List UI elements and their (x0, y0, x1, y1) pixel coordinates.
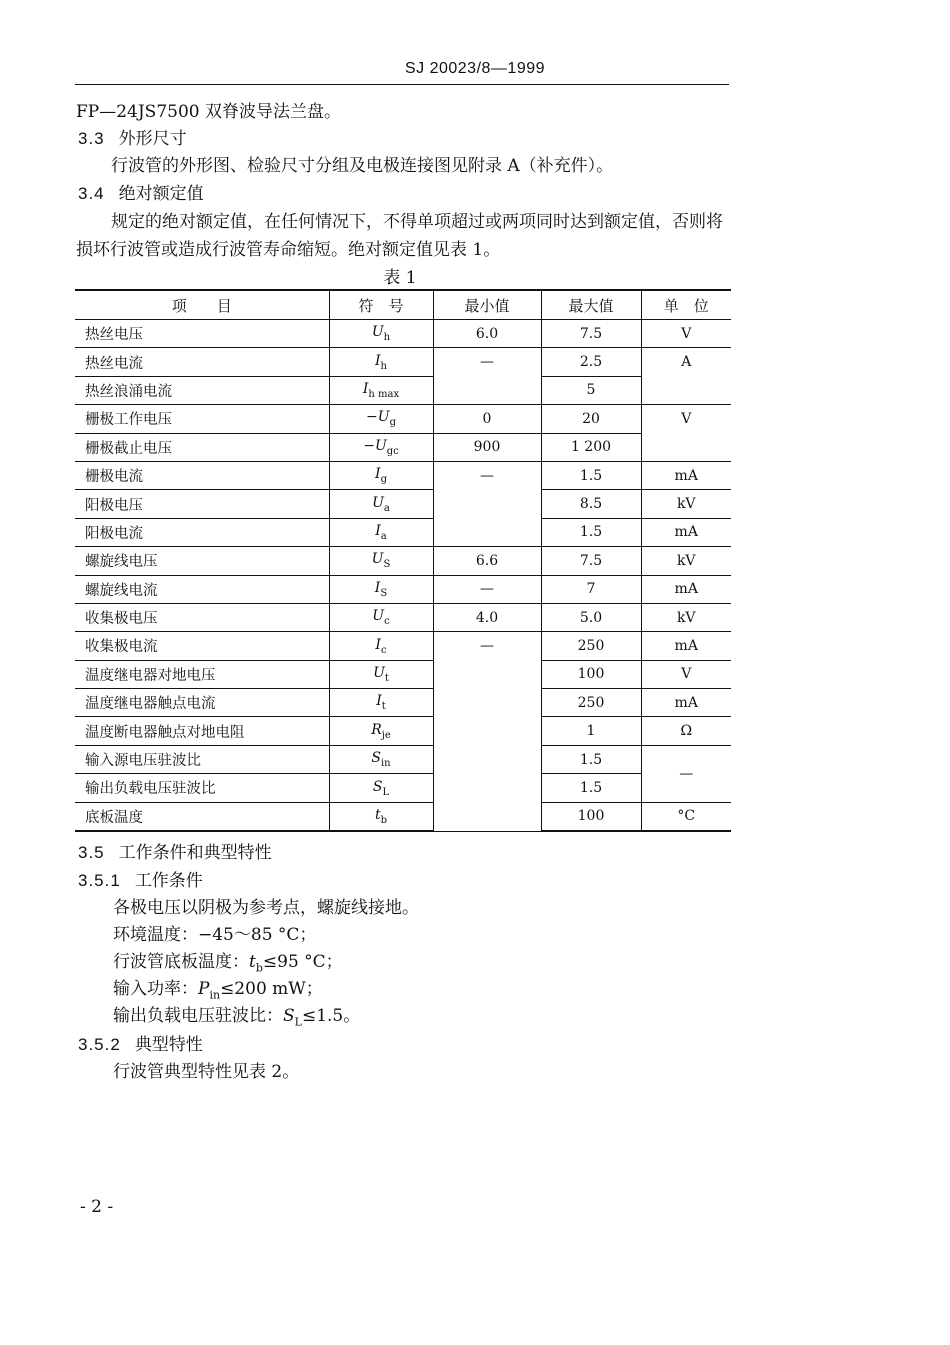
max-cell: 8.5 (541, 490, 641, 518)
symbol-cell (329, 575, 433, 603)
symbol-letter: I (375, 523, 381, 540)
max-cell: 250 (541, 632, 641, 660)
condition-value: ≤1.5。 (301, 1006, 361, 1026)
symbol-letter: U (372, 494, 384, 511)
max-cell: 1 200 (541, 433, 641, 461)
symbol-cell (329, 603, 433, 631)
max-cell: 100 (541, 802, 641, 831)
symbol-subscript: t (384, 672, 389, 684)
symbol-cell (329, 660, 433, 688)
symbol-subscript: S (380, 587, 388, 599)
condition-value: ≤200 mW； (220, 979, 323, 999)
max-cell: 7.5 (541, 320, 641, 348)
table-row (75, 376, 731, 404)
min-cell: 900 (433, 433, 541, 461)
unit-cell: kV (641, 490, 731, 518)
max-cell: 1 (541, 717, 641, 745)
symbol-subscript: gc (386, 445, 399, 457)
symbol-cell (329, 689, 433, 717)
table-row (75, 802, 731, 831)
symbol-subscript: S (383, 559, 391, 571)
symbol-letter: U (373, 664, 385, 681)
section-title: 外形尺寸 (118, 129, 187, 149)
symbol-cell (329, 433, 433, 461)
symbol-cell (329, 405, 433, 433)
section-number: 3.4 (78, 184, 105, 203)
page-number: - 2 - (80, 1197, 114, 1217)
max-cell: 20 (541, 405, 641, 433)
table-row (75, 490, 731, 518)
section-3-3-body: 行波管的外形图、检验尺寸分组及电极连接图见附录 A（补充件）。 (111, 156, 614, 176)
symbol-letter: U (371, 551, 384, 568)
max-cell: 1.5 (541, 461, 641, 489)
max-cell: 100 (541, 660, 641, 688)
symbol-sign: − (366, 409, 378, 426)
symbol-subscript: g (389, 417, 396, 429)
condition-label: 输出负载电压驻波比： (113, 1006, 283, 1026)
condition-subscript: in (209, 988, 221, 1002)
symbol-subscript: h (383, 332, 391, 344)
column-header-unit: 单 位 (641, 290, 731, 320)
section-title: 工作条件 (134, 871, 203, 891)
section-3-5-heading (78, 838, 272, 863)
table-row (75, 518, 731, 546)
unit-cell: mA (641, 689, 731, 717)
symbol-subscript: a (380, 530, 387, 542)
symbol-letter: t (374, 806, 381, 823)
table-row (75, 745, 731, 773)
condition-line-4 (113, 974, 323, 1001)
symbol-letter: U (374, 437, 387, 454)
table-row (75, 575, 731, 603)
symbol-letter: I (375, 352, 381, 369)
table-row (75, 603, 731, 631)
item-cell: 栅极工作电压 (75, 405, 329, 433)
symbol-cell (329, 802, 433, 831)
section-title: 工作条件和典型特性 (118, 843, 272, 863)
min-cell: — (433, 461, 541, 546)
symbol-cell (329, 518, 433, 546)
section-3-3-heading (78, 124, 187, 149)
item-cell: 热丝电压 (75, 320, 329, 348)
max-cell: 1.5 (541, 745, 641, 773)
section-number: 3.3 (78, 129, 105, 148)
table-row (75, 405, 731, 433)
section-number: 3.5 (78, 843, 105, 862)
column-header-max: 最大值 (541, 290, 641, 320)
symbol-letter: I (375, 636, 381, 653)
max-cell: 2.5 (541, 348, 641, 376)
intro-line: FP—24JS7500 双脊波导法兰盘。 (76, 102, 341, 122)
item-cell: 栅极截止电压 (75, 433, 329, 461)
symbol-subscript: c (380, 644, 387, 656)
min-cell: — (433, 348, 541, 405)
symbol-cell (329, 376, 433, 404)
item-cell: 螺旋线电压 (75, 547, 329, 575)
symbol-subscript: g (380, 474, 387, 486)
unit-cell: V (641, 660, 731, 688)
symbol-cell (329, 348, 433, 376)
unit-cell: °C (641, 802, 731, 831)
section-title: 绝对额定值 (118, 184, 204, 204)
symbol-subscript: a (383, 502, 390, 514)
max-cell: 1.5 (541, 774, 641, 802)
unit-cell: — (641, 745, 731, 802)
unit-cell: kV (641, 547, 731, 575)
min-cell: — (433, 632, 541, 831)
unit-cell: kV (641, 603, 731, 631)
symbol-subscript: h max (368, 388, 400, 400)
table-1-caption: 表 1 (383, 268, 417, 288)
condition-line-3 (113, 947, 343, 974)
condition-subscript: b (255, 961, 263, 975)
condition-symbol: t (249, 952, 256, 972)
condition-line-2: 环境温度：−45～85 °C； (113, 925, 317, 945)
table-row (75, 632, 731, 660)
item-cell: 输出负载电压驻波比 (75, 774, 329, 802)
column-header-symbol: 符 号 (329, 290, 433, 320)
symbol-cell (329, 547, 433, 575)
symbol-letter: S (372, 778, 383, 795)
max-cell: 7 (541, 575, 641, 603)
symbol-cell (329, 745, 433, 773)
section-number: 3.5.1 (78, 871, 121, 890)
absolute-ratings-table (75, 289, 731, 832)
symbol-cell (329, 717, 433, 745)
symbol-letter: I (374, 579, 381, 596)
max-cell: 5 (541, 376, 641, 404)
max-cell: 250 (541, 689, 641, 717)
max-cell: 5.0 (541, 603, 641, 631)
condition-label: 输入功率： (113, 979, 198, 999)
symbol-subscript: t (381, 701, 386, 713)
condition-symbol: P (198, 979, 210, 999)
unit-cell: mA (641, 575, 731, 603)
unit-cell: mA (641, 632, 731, 660)
item-cell: 温度断电器触点对地电阻 (75, 717, 329, 745)
symbol-letter: R (371, 721, 382, 738)
header-rule (75, 84, 729, 85)
symbol-subscript: je (381, 729, 391, 741)
table-row (75, 660, 731, 688)
condition-line-1: 各极电压以阴极为参考点，螺旋线接地。 (113, 898, 419, 918)
symbol-letter: S (371, 750, 381, 767)
symbol-subscript: h (380, 360, 387, 372)
item-cell: 收集极电压 (75, 603, 329, 631)
condition-symbol: S (283, 1006, 295, 1026)
item-cell: 底板温度 (75, 802, 329, 831)
column-header-min: 最小值 (433, 290, 541, 320)
symbol-letter: U (377, 409, 390, 426)
table-row (75, 461, 731, 489)
min-cell: 0 (433, 405, 541, 433)
section-3-5-2-body: 行波管典型特性见表 2。 (113, 1062, 300, 1082)
table-header-row (75, 290, 731, 320)
unit-cell: V (641, 405, 731, 462)
section-3-4-heading (78, 179, 204, 204)
item-cell: 热丝浪涌电流 (75, 376, 329, 404)
symbol-subscript: c (384, 616, 390, 627)
item-cell: 螺旋线电流 (75, 575, 329, 603)
table-row (75, 320, 731, 348)
condition-subscript: L (294, 1015, 302, 1029)
standard-code-header: SJ 20023/8—1999 (404, 60, 546, 77)
symbol-letter: I (375, 466, 381, 483)
symbol-sign: − (363, 437, 375, 454)
table-row (75, 774, 731, 802)
symbol-letter: I (376, 693, 382, 710)
symbol-cell (329, 774, 433, 802)
unit-cell: mA (641, 518, 731, 546)
symbol-cell (329, 490, 433, 518)
max-cell: 7.5 (541, 547, 641, 575)
section-title: 典型特性 (134, 1035, 203, 1055)
min-cell: 4.0 (433, 603, 541, 631)
symbol-letter: I (362, 381, 369, 398)
item-cell: 阳极电压 (75, 490, 329, 518)
section-3-5-1-heading (78, 866, 203, 891)
table-row (75, 689, 731, 717)
item-cell: 热丝电流 (75, 348, 329, 376)
symbol-cell (329, 320, 433, 348)
column-header-item: 项 目 (75, 290, 329, 320)
unit-cell: V (641, 320, 731, 348)
min-cell: — (433, 575, 541, 603)
symbol-subscript: in (380, 757, 391, 769)
condition-label: 行波管底板温度： (113, 952, 249, 972)
min-cell: 6.0 (433, 320, 541, 348)
item-cell: 阳极电流 (75, 518, 329, 546)
item-cell: 收集极电流 (75, 632, 329, 660)
item-cell: 栅极电流 (75, 461, 329, 489)
max-cell: 1.5 (541, 518, 641, 546)
unit-cell: A (641, 348, 731, 405)
table-row (75, 547, 731, 575)
min-cell: 6.6 (433, 547, 541, 575)
item-cell: 温度继电器对地电压 (75, 660, 329, 688)
symbol-cell (329, 461, 433, 489)
section-3-4-body-line-2: 损坏行波管或造成行波管寿命缩短。绝对额定值见表 1。 (76, 240, 501, 260)
condition-value: ≤95 °C； (262, 952, 343, 972)
condition-line-5 (113, 1001, 360, 1028)
unit-cell: mA (641, 461, 731, 489)
section-number: 3.5.2 (78, 1035, 121, 1054)
table-row (75, 717, 731, 745)
symbol-letter: U (371, 324, 384, 341)
unit-cell: Ω (641, 717, 731, 745)
symbol-subscript: b (380, 814, 388, 826)
symbol-cell (329, 632, 433, 660)
table-row (75, 433, 731, 461)
symbol-letter: U (372, 608, 385, 625)
table-row (75, 348, 731, 376)
section-3-4-body-line-1: 规定的绝对额定值，在任何情况下，不得单项超过或两项同时达到额定值，否则将 (111, 212, 723, 232)
section-3-5-2-heading (78, 1030, 203, 1055)
symbol-subscript: L (382, 786, 390, 798)
item-cell: 温度继电器触点电流 (75, 689, 329, 717)
item-cell: 输入源电压驻波比 (75, 745, 329, 773)
